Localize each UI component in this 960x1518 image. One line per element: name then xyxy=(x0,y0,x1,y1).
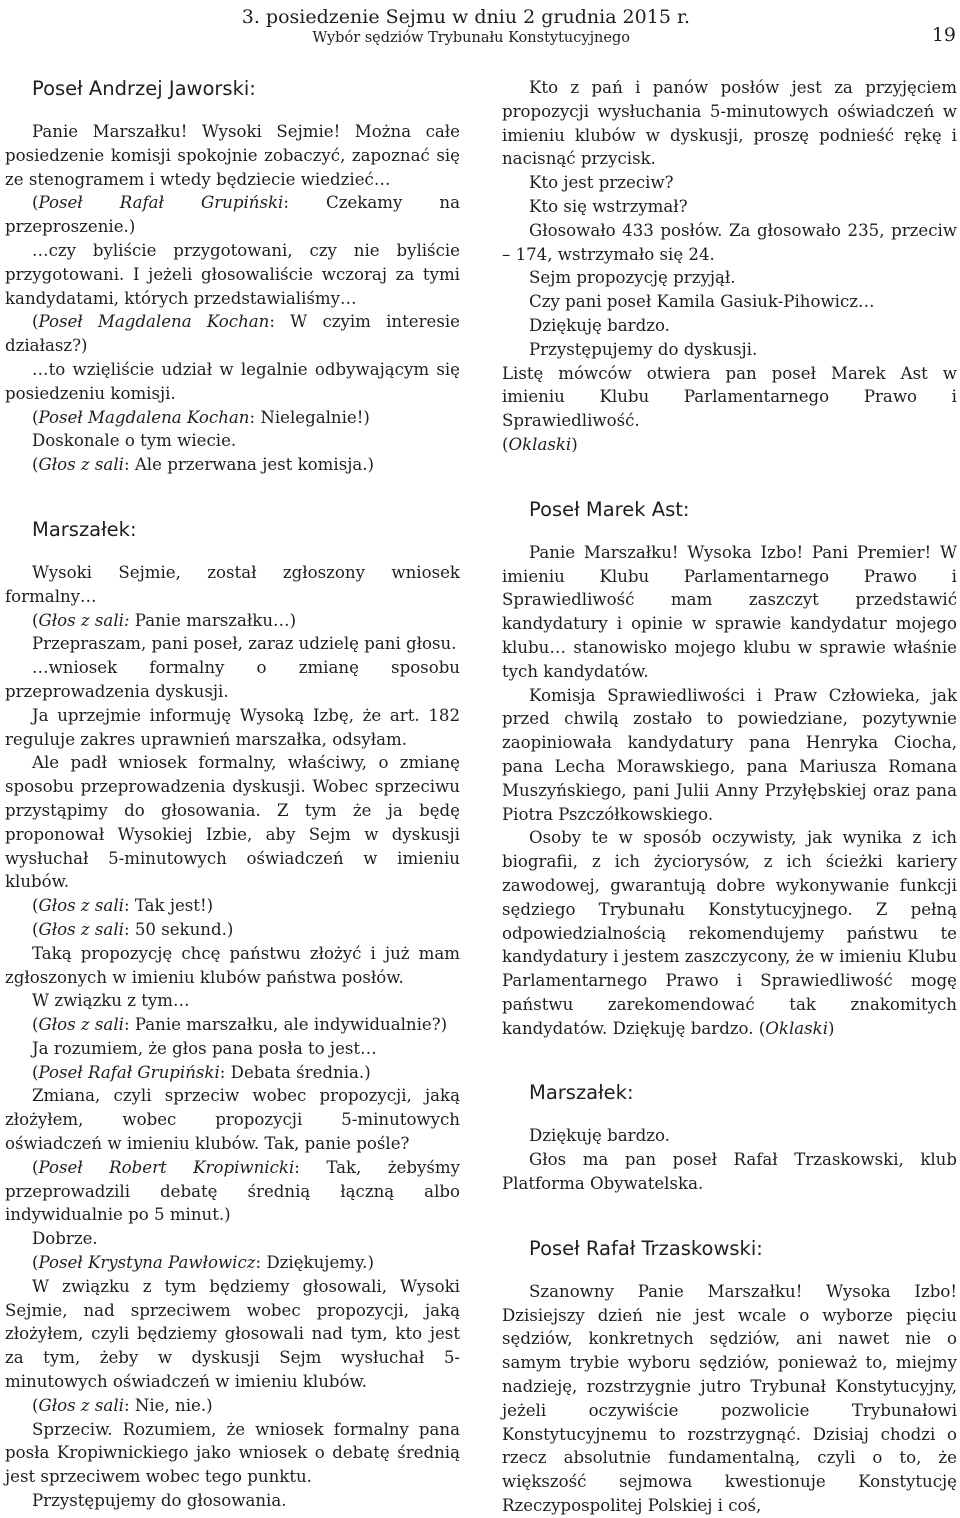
speech-body xyxy=(5,120,460,477)
interjection: (Głos z sali: 50 sekund.) xyxy=(32,919,234,939)
paragraph: Kto się wstrzymał? xyxy=(529,196,688,216)
interjection: (Poseł Robert Kropiwnicki: Tak, żebyśmy przeprowadzili debatę średnią łączną albo indywidualnie po 5 minut.) xyxy=(5,1157,460,1225)
paragraph: Ja rozumiem, że głos pana posła to jest… xyxy=(32,1038,377,1058)
paragraph: Szanowny Panie Marszałku! Wysoka Izbo! Dzisiejszy dzień nie jest wcale o wyborze pięciu sędziów, konkretnych sędziów, ani nawet nie o samym trybie wyboru sędziów, ponieważ to, miejmy nadzieję, rozstrzygnie jutro Trybunał Konstytucyjny, jeżeli oczywiście pozwolicie Trybunałowi Konstytucyjnemu to rozstrzygnąć. Dzisiaj chodzi o rzecz absolutnie fundamentalną, czyli o to, że większość sejmowa kwestionuje Konstytucję Rzeczypospolitej Polskiej i coś, xyxy=(502,1281,957,1516)
interjection: (Poseł Magdalena Kochan: W czyim interesie działasz?) xyxy=(5,312,460,356)
paragraph: Sprzeciw. Rozumiem, że wniosek formalny pana posła Kropiwnickiego jako wniosek o debatę średnią jest sprzeciwem wobec tego punktu. xyxy=(5,1419,460,1487)
paragraph: Komisja Sprawiedliwości i Praw Człowieka, jak przed chwilą zostało to powiedziane, pozytywnie zaopiniowała kandydatury pana Henryka Ciocha, pana Lecha Morawskiego, pana Mariusza Romana Muszyńskiego, pani Julii Anny Przyłębskiej oraz pana Piotra Pszczółkowskiego. xyxy=(502,685,957,824)
speaker-heading: Poseł Rafał Trzaskowski: xyxy=(529,1236,763,1260)
interjection: (Poseł Krystyna Pawłowicz: Dziękujemy.) xyxy=(32,1253,374,1273)
paragraph: …wniosek formalny o zmianę sposobu przeprowadzenia dyskusji. xyxy=(5,658,460,701)
paragraph: Dziękuję bardzo. xyxy=(529,1126,670,1146)
paragraph: Ale padł wniosek formalny, właściwy, o zmianę sposobu przeprowadzenia dyskusji. Wobec sprzeciwu przystąpimy do głosowania. Z tym że ja będę proponował Wysokiej Izbie, aby Sejm w dyskusji wysłuchał 5-minutowych oświadczeń w imieniu klubów. xyxy=(5,753,460,892)
speech-body xyxy=(5,561,460,1513)
paragraph: Czy pani poseł Kamila Gasiuk-Pihowicz… xyxy=(529,292,875,312)
paragraph: Przepraszam, pani poseł, zaraz udzielę pani głosu. xyxy=(32,634,457,654)
paragraph: Przystępujemy do dyskusji. xyxy=(529,339,758,359)
page-header xyxy=(0,4,960,48)
speech-body xyxy=(502,76,957,457)
speech-body xyxy=(502,1124,957,1195)
paragraph: W związku z tym będziemy głosowali, Wysoki Sejmie, nad sprzeciwem wobec propozycji, jaką złożyłem, czyli będziemy głosowali nad tym, kto jest za tym, żeby w dyskusji Sejm wysłuchał 5-minutowych oświadczeń w imieniu klubów. xyxy=(5,1276,460,1392)
paragraph: Panie Marszałku! Wysoka Izbo! Pani Premier! W imieniu Klubu Parlamentarnego Prawo i Sprawiedliwość mam zaszczyt przedstawić kandydatury i opinie w sprawie kandydatur mojego klubu… stanowisko mojego klubu w sprawie właśnie tych kandydatów. xyxy=(502,542,957,681)
speaker-heading: Poseł Marek Ast: xyxy=(529,497,690,521)
paragraph: Przystępujemy do głosowania. xyxy=(32,1491,287,1511)
paragraph: Osoby te w sposób oczywisty, jak wynika z ich biografii, z ich życiorysów, z ich ścieżki kariery zawodowej, gwarantują dobre wykonywanie funkcji sędziego Trybunału Konstytucyjnego. Z pełną odpowiedzialnością rekomendujemy państwu te kandydatury i jestem zaszczycony, że w imieniu Klubu Parlamentarnego Prawo i Sprawiedliwość mogę państwu zarekomendować tak znakomitych kandydatów. Dziękuję bardzo. (Oklaski) xyxy=(502,828,957,1038)
header-title: 3. posiedzenie Sejmu w dniu 2 grudnia 2015 r. xyxy=(241,6,690,28)
paragraph: Zmiana, czyli sprzeciw wobec propozycji, jaką złożyłem, wobec propozycji 5-minutowych oświadczeń w imieniu klubów. Tak, panie pośle? xyxy=(5,1086,460,1154)
interjection: (Poseł Rafał Grupiński: Debata średnia.) xyxy=(32,1062,371,1082)
interjection: (Głos z sali: Panie marszałku…) xyxy=(32,610,297,630)
paragraph: W związku z tym… xyxy=(32,991,190,1011)
paragraph: Kto jest przeciw? xyxy=(529,173,674,193)
paragraph: Doskonale o tym wiecie. xyxy=(32,431,237,451)
interjection: (Głos z sali: Nie, nie.) xyxy=(32,1395,213,1415)
speech-body xyxy=(502,1280,957,1518)
paragraph: …czy byliście przygotowani, czy nie byliście przygotowani. I jeżeli głosowaliście wczoraj za tymi kandydatami, których przedstawialiśmy… xyxy=(5,240,460,308)
paragraph: Kto z pań i panów posłów jest za przyjęciem propozycji wysłuchania 5-minutowych oświadczeń w imieniu klubów w dyskusji, proszę podnieść rękę i nacisnąć przycisk. xyxy=(502,78,957,169)
paragraph: Dziękuję bardzo. xyxy=(529,315,670,335)
header-subtitle: Wybór sędziów Trybunału Konstytucyjnego xyxy=(312,30,630,46)
interjection: (Głos z sali: Tak jest!) xyxy=(32,896,214,916)
interjection: (Głos z sali: Panie marszałku, ale indywidualnie?) xyxy=(32,1015,448,1035)
paragraph: Ja uprzejmie informuję Wysoką Izbę, że art. 182 reguluje zakres uprawnień marszałka, odsyłam. xyxy=(5,705,460,749)
interjection: (Poseł Magdalena Kochan: Nielegalnie!) xyxy=(32,407,370,427)
interjection: (Poseł Rafał Grupiński: Czekamy na przeproszenie.) xyxy=(5,193,460,237)
speaker-heading: Marszałek: xyxy=(32,517,137,541)
page-number: 19 xyxy=(931,24,956,46)
paragraph: Głos ma pan poseł Rafał Trzaskowski, klub Platforma Obywatelska. xyxy=(502,1150,957,1194)
paragraph: …to wzięliście udział w legalnie odbywającym się posiedzeniu komisji. xyxy=(5,359,460,403)
paragraph: Dobrze. xyxy=(32,1229,98,1249)
paragraph: Panie Marszałku! Wysoki Sejmie! Można całe posiedzenie komisji spokojnie zobaczyć, zapoznać się ze stenogramem i wtedy będziecie wiedzieć… xyxy=(5,122,460,189)
right-column xyxy=(502,76,957,1518)
paragraph: Głosowało 433 posłów. Za głosowało 235, przeciw – 174, wstrzymało się 24. xyxy=(502,220,957,264)
left-column xyxy=(5,76,460,1513)
speech-body xyxy=(502,541,957,1041)
speaker-heading: Marszałek: xyxy=(529,1081,634,1105)
interjection: (Oklaski) xyxy=(502,434,578,454)
speaker-heading: Poseł Andrzej Jaworski: xyxy=(32,77,256,100)
paragraph: Sejm propozycję przyjął. xyxy=(529,268,736,288)
paragraph: Wysoki Sejmie, został zgłoszony wniosek formalny… xyxy=(5,562,460,606)
paragraph: Taką propozycję chcę państwu złożyć i już mam zgłoszonych w imieniu klubów państwa posłów. xyxy=(5,943,460,987)
interjection: (Głos z sali: Ale przerwana jest komisja.) xyxy=(32,455,375,475)
paragraph: Listę mówców otwiera pan poseł Marek Ast w imieniu Klubu Parlamentarnego Prawo i Sprawiedliwość. xyxy=(502,363,957,431)
